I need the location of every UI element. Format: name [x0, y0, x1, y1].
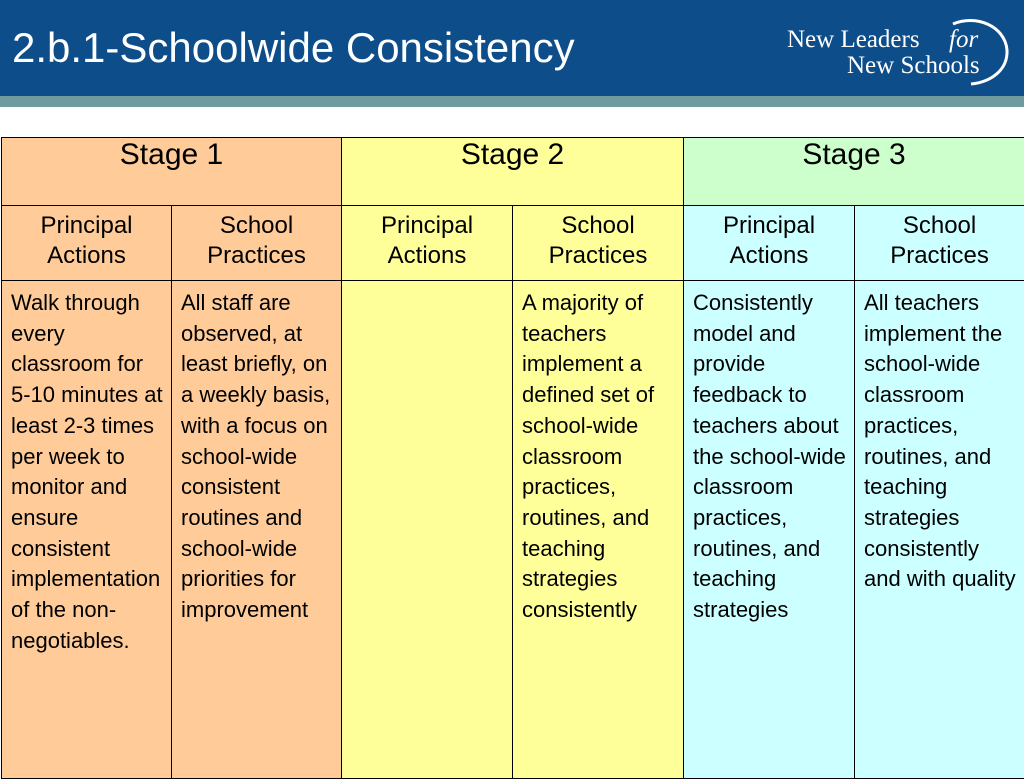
- stage-3-principal-actions-header: Principal Actions: [684, 206, 855, 281]
- logo-text-line2: New Schools: [847, 52, 980, 80]
- stage-1-header: Stage 1: [2, 138, 342, 206]
- stage-header-row: [2, 138, 1024, 206]
- logo-text-line1: New Leaders: [787, 26, 920, 54]
- stage-1-principal-actions-cell: Walk through every classroom for 5-10 minutes at least 2-3 times per week to monitor and ensure consistent implementation of the non-negotiables.: [2, 281, 172, 779]
- stage-3-school-practices-cell: All teachers implement the school-wide classroom practices, routines, and teaching strategies consistently and with quality: [855, 281, 1024, 779]
- stage-3-header: Stage 3: [684, 138, 1024, 206]
- stage-2-principal-actions-cell: [342, 281, 513, 779]
- stage-1-school-practices-header: School Practices: [172, 206, 342, 281]
- page-title: 2.b.1-Schoolwide Consistency: [12, 24, 575, 72]
- stage-1-school-practices-cell: All staff are observed, at least briefly, on a weekly basis, with a focus on school-wide consistent routines and school-wide priorities for improvement: [172, 281, 342, 779]
- stage-2-school-practices-cell: A majority of teachers implement a defined set of school-wide classroom practices, routines, and teaching strategies consistently: [513, 281, 684, 779]
- subheader-row: [2, 206, 1024, 281]
- stage-1-principal-actions-header: Principal Actions: [2, 206, 172, 281]
- header-divider-stripe: [0, 96, 1024, 107]
- stage-3-principal-actions-cell: Consistently model and provide feedback to teachers about the school-wide classroom practices, routines, and teaching strategies: [684, 281, 855, 779]
- stage-2-principal-actions-header: Principal Actions: [342, 206, 513, 281]
- stage-3-school-practices-header: School Practices: [855, 206, 1024, 281]
- stage-2-header: Stage 2: [342, 138, 684, 206]
- content-row: [2, 281, 1024, 779]
- title-bar: [0, 0, 1024, 96]
- new-leaders-logo: [787, 12, 1017, 88]
- stages-table: [1, 137, 1024, 779]
- stage-2-school-practices-header: School Practices: [513, 206, 684, 281]
- logo-text-for: for: [949, 26, 978, 54]
